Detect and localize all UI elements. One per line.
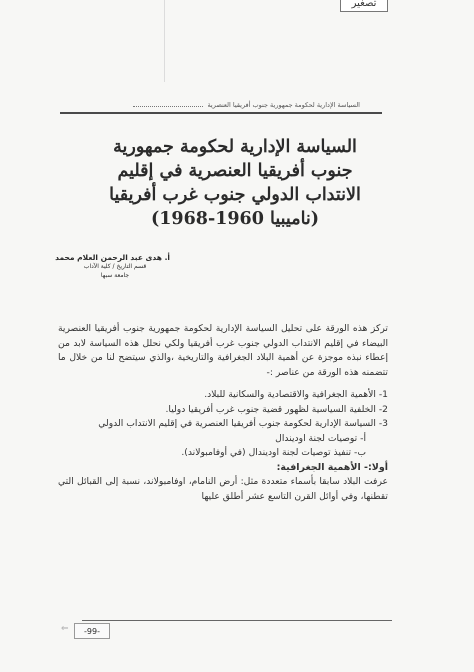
list-item: 3- السياسة الإدارية لحكومة جنوب أفريقيا العنصرية في إقليم الانتداب الدولي xyxy=(98,418,388,429)
author-univ: جامعة سبها xyxy=(100,272,130,279)
article-body xyxy=(58,322,388,504)
running-head-dots xyxy=(133,106,203,107)
sub-list-item: أ- توصيات لجنة اوديندال xyxy=(275,432,366,444)
list-item: 2- الخلفية السياسية لظهور قضية جنوب غرب أفريقيا دوليا. xyxy=(165,403,388,415)
title-line-4: (ناميبيا 1960-1968) xyxy=(150,209,320,229)
section-heading: أولا:- الأهمية الجغرافية: xyxy=(276,461,388,473)
title-line-3: الانتداب الدولي جنوب غرب أفريقيا xyxy=(109,185,361,205)
scan-artifact-line xyxy=(164,0,165,82)
list-item: 1- الأهمية الجغرافية والاقتصادية والسكانية للبلاد. xyxy=(204,389,388,400)
zoom-out-button[interactable]: تصغير xyxy=(340,0,388,12)
author-name: أ. هدى عبد الرحمن العلام محمد xyxy=(55,253,170,262)
running-head xyxy=(50,101,360,109)
arrow-left-icon: ⇐ xyxy=(61,624,69,634)
author-block xyxy=(55,253,170,280)
header-rule xyxy=(60,112,382,114)
paper-title xyxy=(80,135,390,231)
running-head-text: السياسة الإدارية لحكومة جمهورية جنوب أفريقيا العنصرية xyxy=(207,101,360,109)
title-line-1: السياسة الإدارية لحكومة جمهورية xyxy=(113,137,357,157)
title-line-2: جنوب أفريقيا العنصرية في إقليم xyxy=(117,161,353,181)
section-paragraph: عرفت البلاد سابقا بأسماء متعددة مثل: أرض النامام، اوفامبولاند، نسبة إلى القبائل التي تقطنها، وفي أوائل القرن التاسع عشر أطلق عليها xyxy=(58,476,388,502)
author-dept: قسم التاريخ / كلية الآداب xyxy=(83,263,147,270)
intro-paragraph: تركز هذه الورقة على تحليل السياسة الإدارية لحكومة جمهورية جنوب أفريقيا العنصرية البيضاء في إقليم الانتداب الدولي جنوب غرب أفريقيا ولكي نحلل هذه السياسة لابد من إعطاء نبذه موجزة عن أهمية البلاد الجغرافية والتاريخية ،والذي سيتضح لنا من خلال ما تتضمنه هذه الورقة من عناصر :- xyxy=(58,323,388,378)
elements-list xyxy=(58,388,388,461)
sub-list-item: ب- تنفيذ توصيات لجنة اوديندال (في أوفامبولاند). xyxy=(181,447,366,458)
footer-rule xyxy=(82,620,392,621)
page-number: -99- xyxy=(74,623,110,639)
